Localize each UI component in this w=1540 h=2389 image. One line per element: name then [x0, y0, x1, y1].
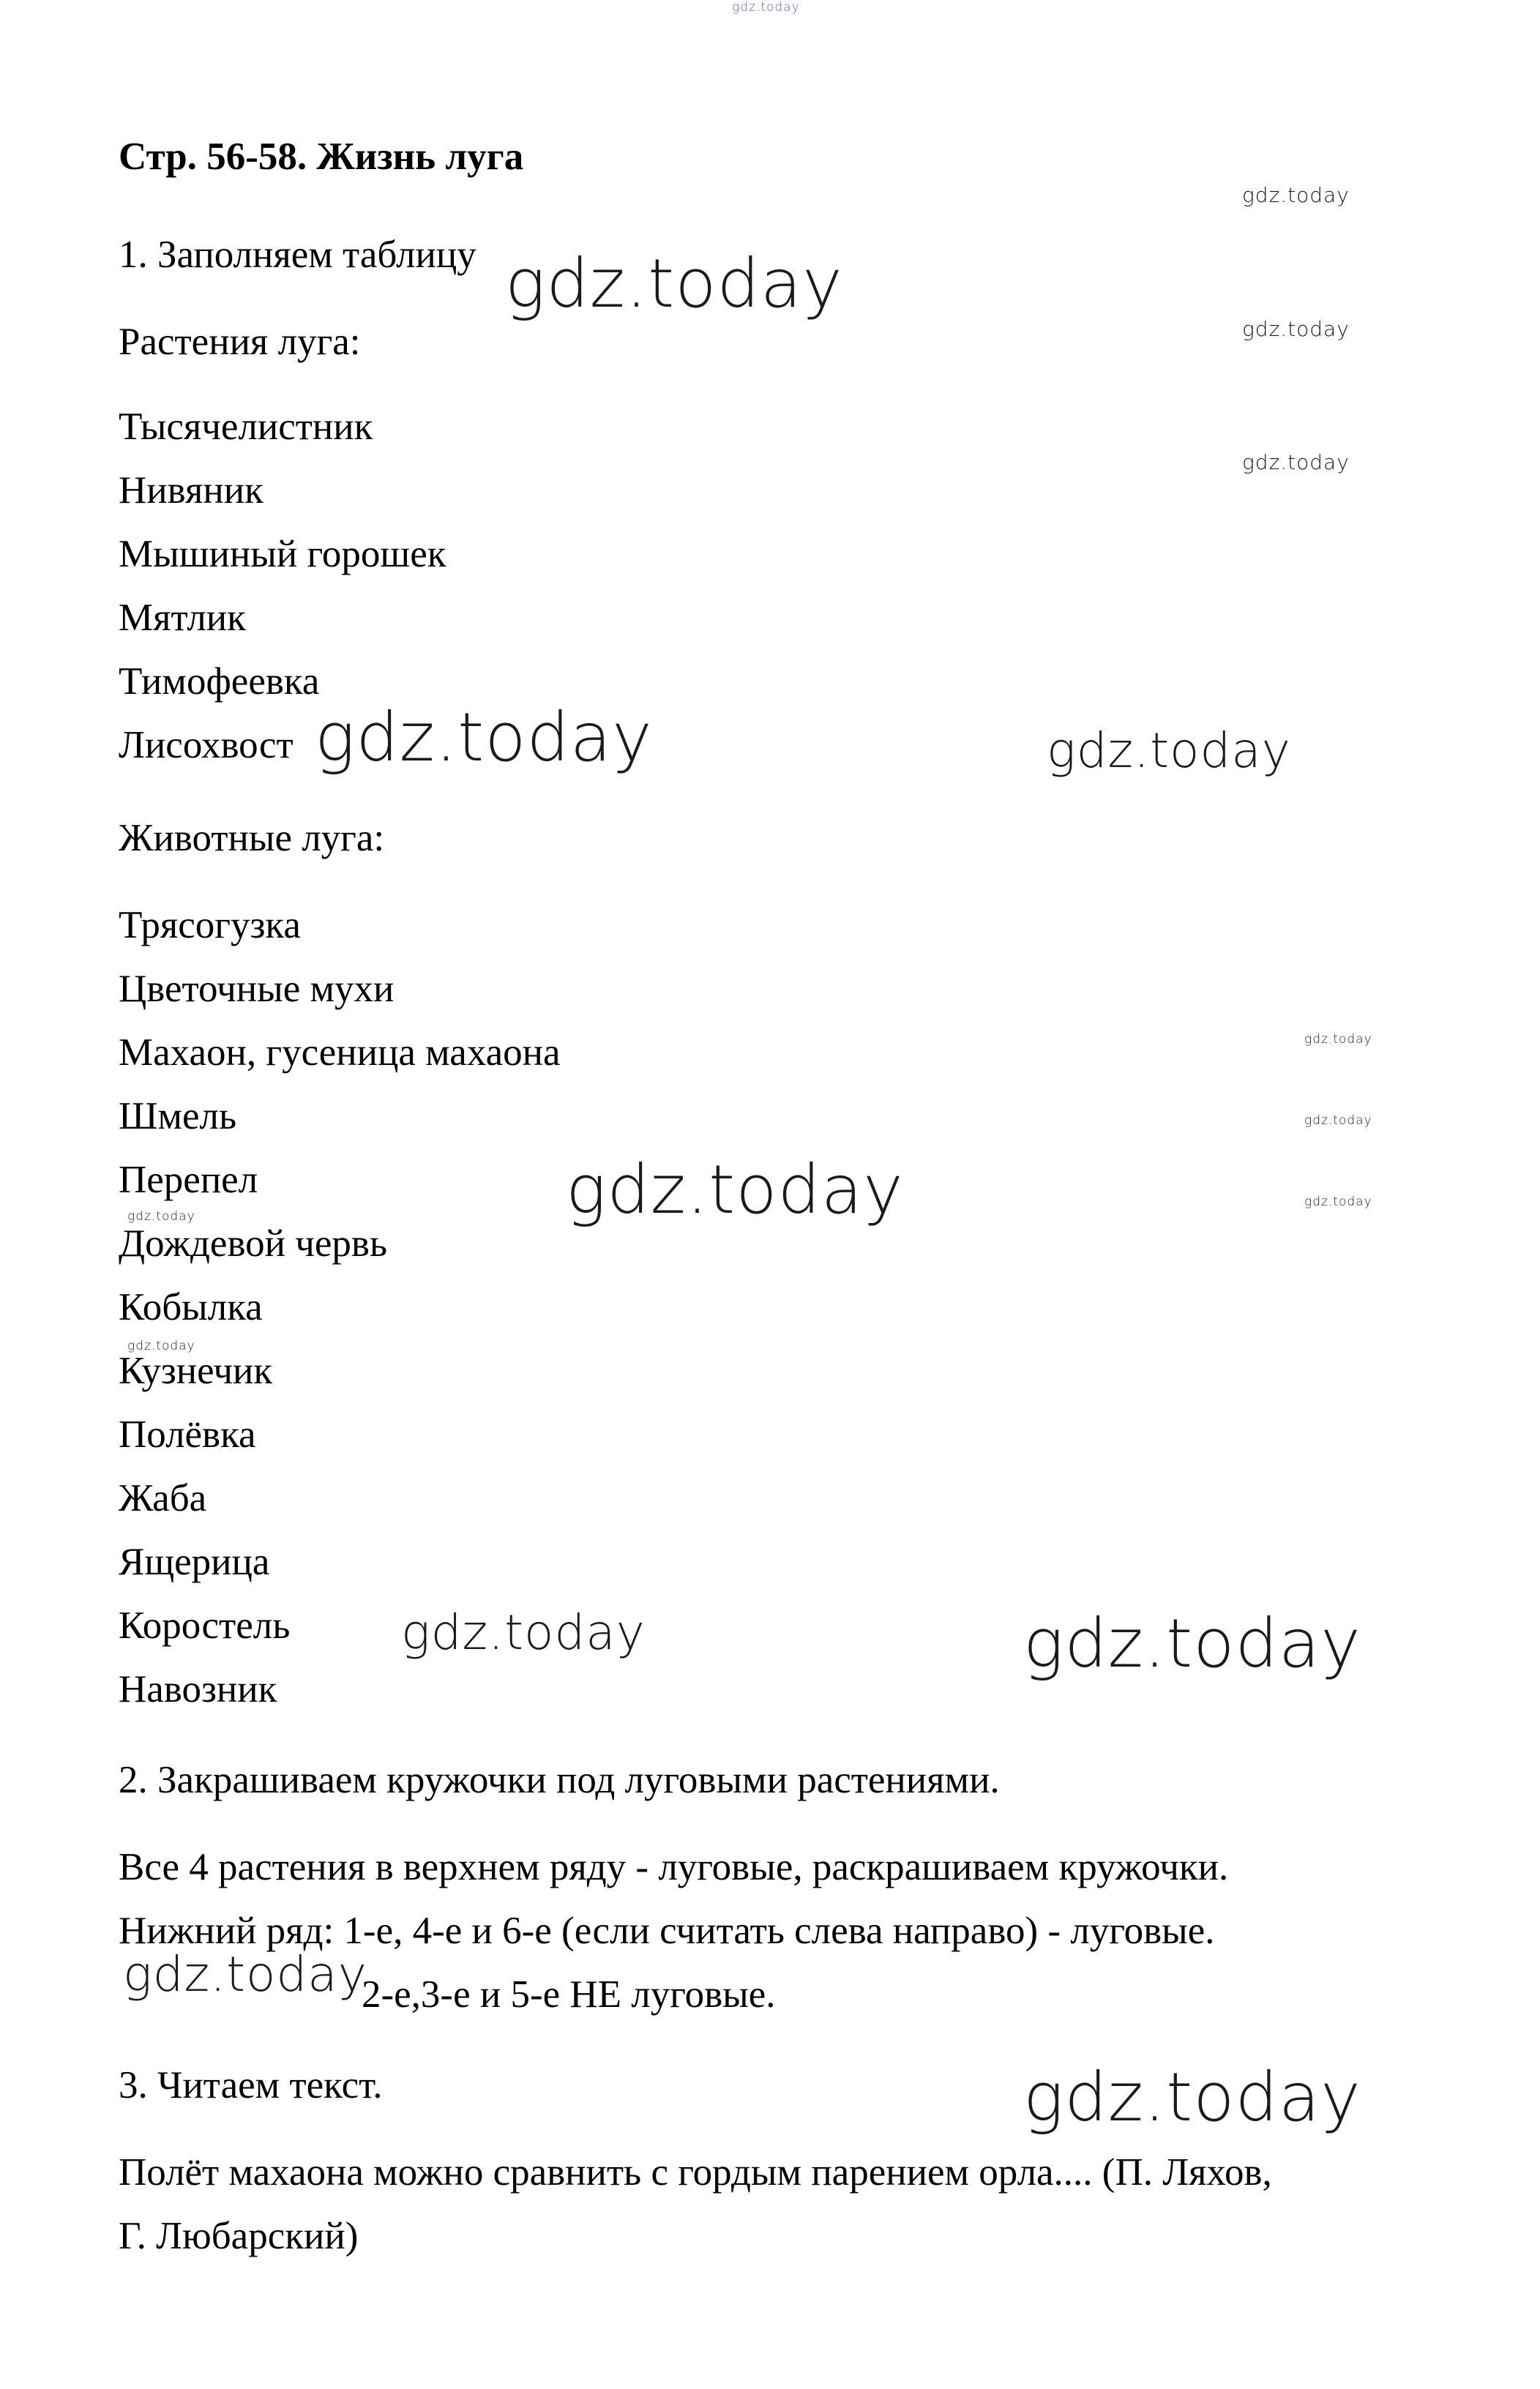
plant-item: Нивяник: [119, 469, 263, 512]
watermark: gdz.today: [1304, 1032, 1372, 1047]
animal-item: Трясогузка: [119, 904, 301, 946]
watermark: gdz.today: [1304, 1113, 1372, 1128]
watermark: gdz.today: [1242, 317, 1350, 341]
watermark: gdz.today: [566, 1151, 904, 1229]
watermark: gdz.today: [123, 1946, 367, 2003]
animal-item: Коростель: [119, 1604, 291, 1647]
watermark: gdz.today: [127, 1209, 195, 1224]
section2-line3: 2-е,3-е и 5-е НЕ луговые.: [362, 1973, 776, 2016]
plants-label: Растения луга:: [119, 321, 361, 363]
animal-item: Цветочные мухи: [119, 968, 395, 1010]
section2-line2: Нижний ряд: 1-е, 4-е и 6-е (если считать слева направо) - луговые.: [119, 1910, 1215, 1952]
watermark: gdz.today: [1242, 183, 1350, 207]
animal-item: Махаон, гусеница махаона: [119, 1031, 561, 1074]
animals-label: Животные луга:: [119, 817, 385, 859]
animal-item: Ящерица: [119, 1541, 270, 1583]
animal-item: Дождевой червь: [119, 1222, 388, 1265]
plant-item: Тимофеевка: [119, 660, 320, 703]
animal-item: Кузнечик: [119, 1350, 273, 1392]
animal-item: Шмель: [119, 1095, 237, 1137]
watermark: gdz.today: [1047, 722, 1291, 779]
plant-item: Мятлик: [119, 597, 246, 639]
animal-item: Полёвка: [119, 1413, 256, 1456]
watermark: gdz.today: [505, 244, 843, 323]
watermark-top: gdz.today: [732, 0, 800, 15]
watermark: gdz.today: [1242, 450, 1350, 474]
section3-heading: 3. Читаем текст.: [119, 2064, 383, 2106]
page-title: Стр. 56-58. Жизнь луга: [119, 135, 524, 178]
plant-item: Лисохвост: [119, 724, 294, 766]
plant-item: Тысячелистник: [119, 405, 373, 448]
animal-item: Кобылка: [119, 1286, 263, 1328]
watermark: gdz.today: [127, 1339, 195, 1353]
watermark: gdz.today: [1304, 1194, 1372, 1209]
watermark: gdz.today: [1023, 1604, 1361, 1683]
section3-line2: Г. Любарский): [119, 2215, 359, 2257]
section2-heading: 2. Закрашиваем кружочки под луговыми растениями.: [119, 1759, 1000, 1801]
animal-item: Жаба: [119, 1477, 207, 1519]
section1-heading: 1. Заполняем таблицу: [119, 233, 476, 276]
plant-item: Мышиный горошек: [119, 533, 446, 575]
animal-item: Перепел: [119, 1159, 258, 1201]
watermark: gdz.today: [315, 698, 653, 777]
watermark: gdz.today: [1023, 2058, 1361, 2136]
section3-line1: Полёт махаона можно сравнить с гордым парением орла.... (П. Ляхов,: [119, 2151, 1272, 2194]
section2-line1: Все 4 растения в верхнем ряду - луговые, раскрашиваем кружочки.: [119, 1846, 1229, 1888]
animal-item: Навозник: [119, 1668, 277, 1711]
watermark: gdz.today: [401, 1604, 646, 1661]
